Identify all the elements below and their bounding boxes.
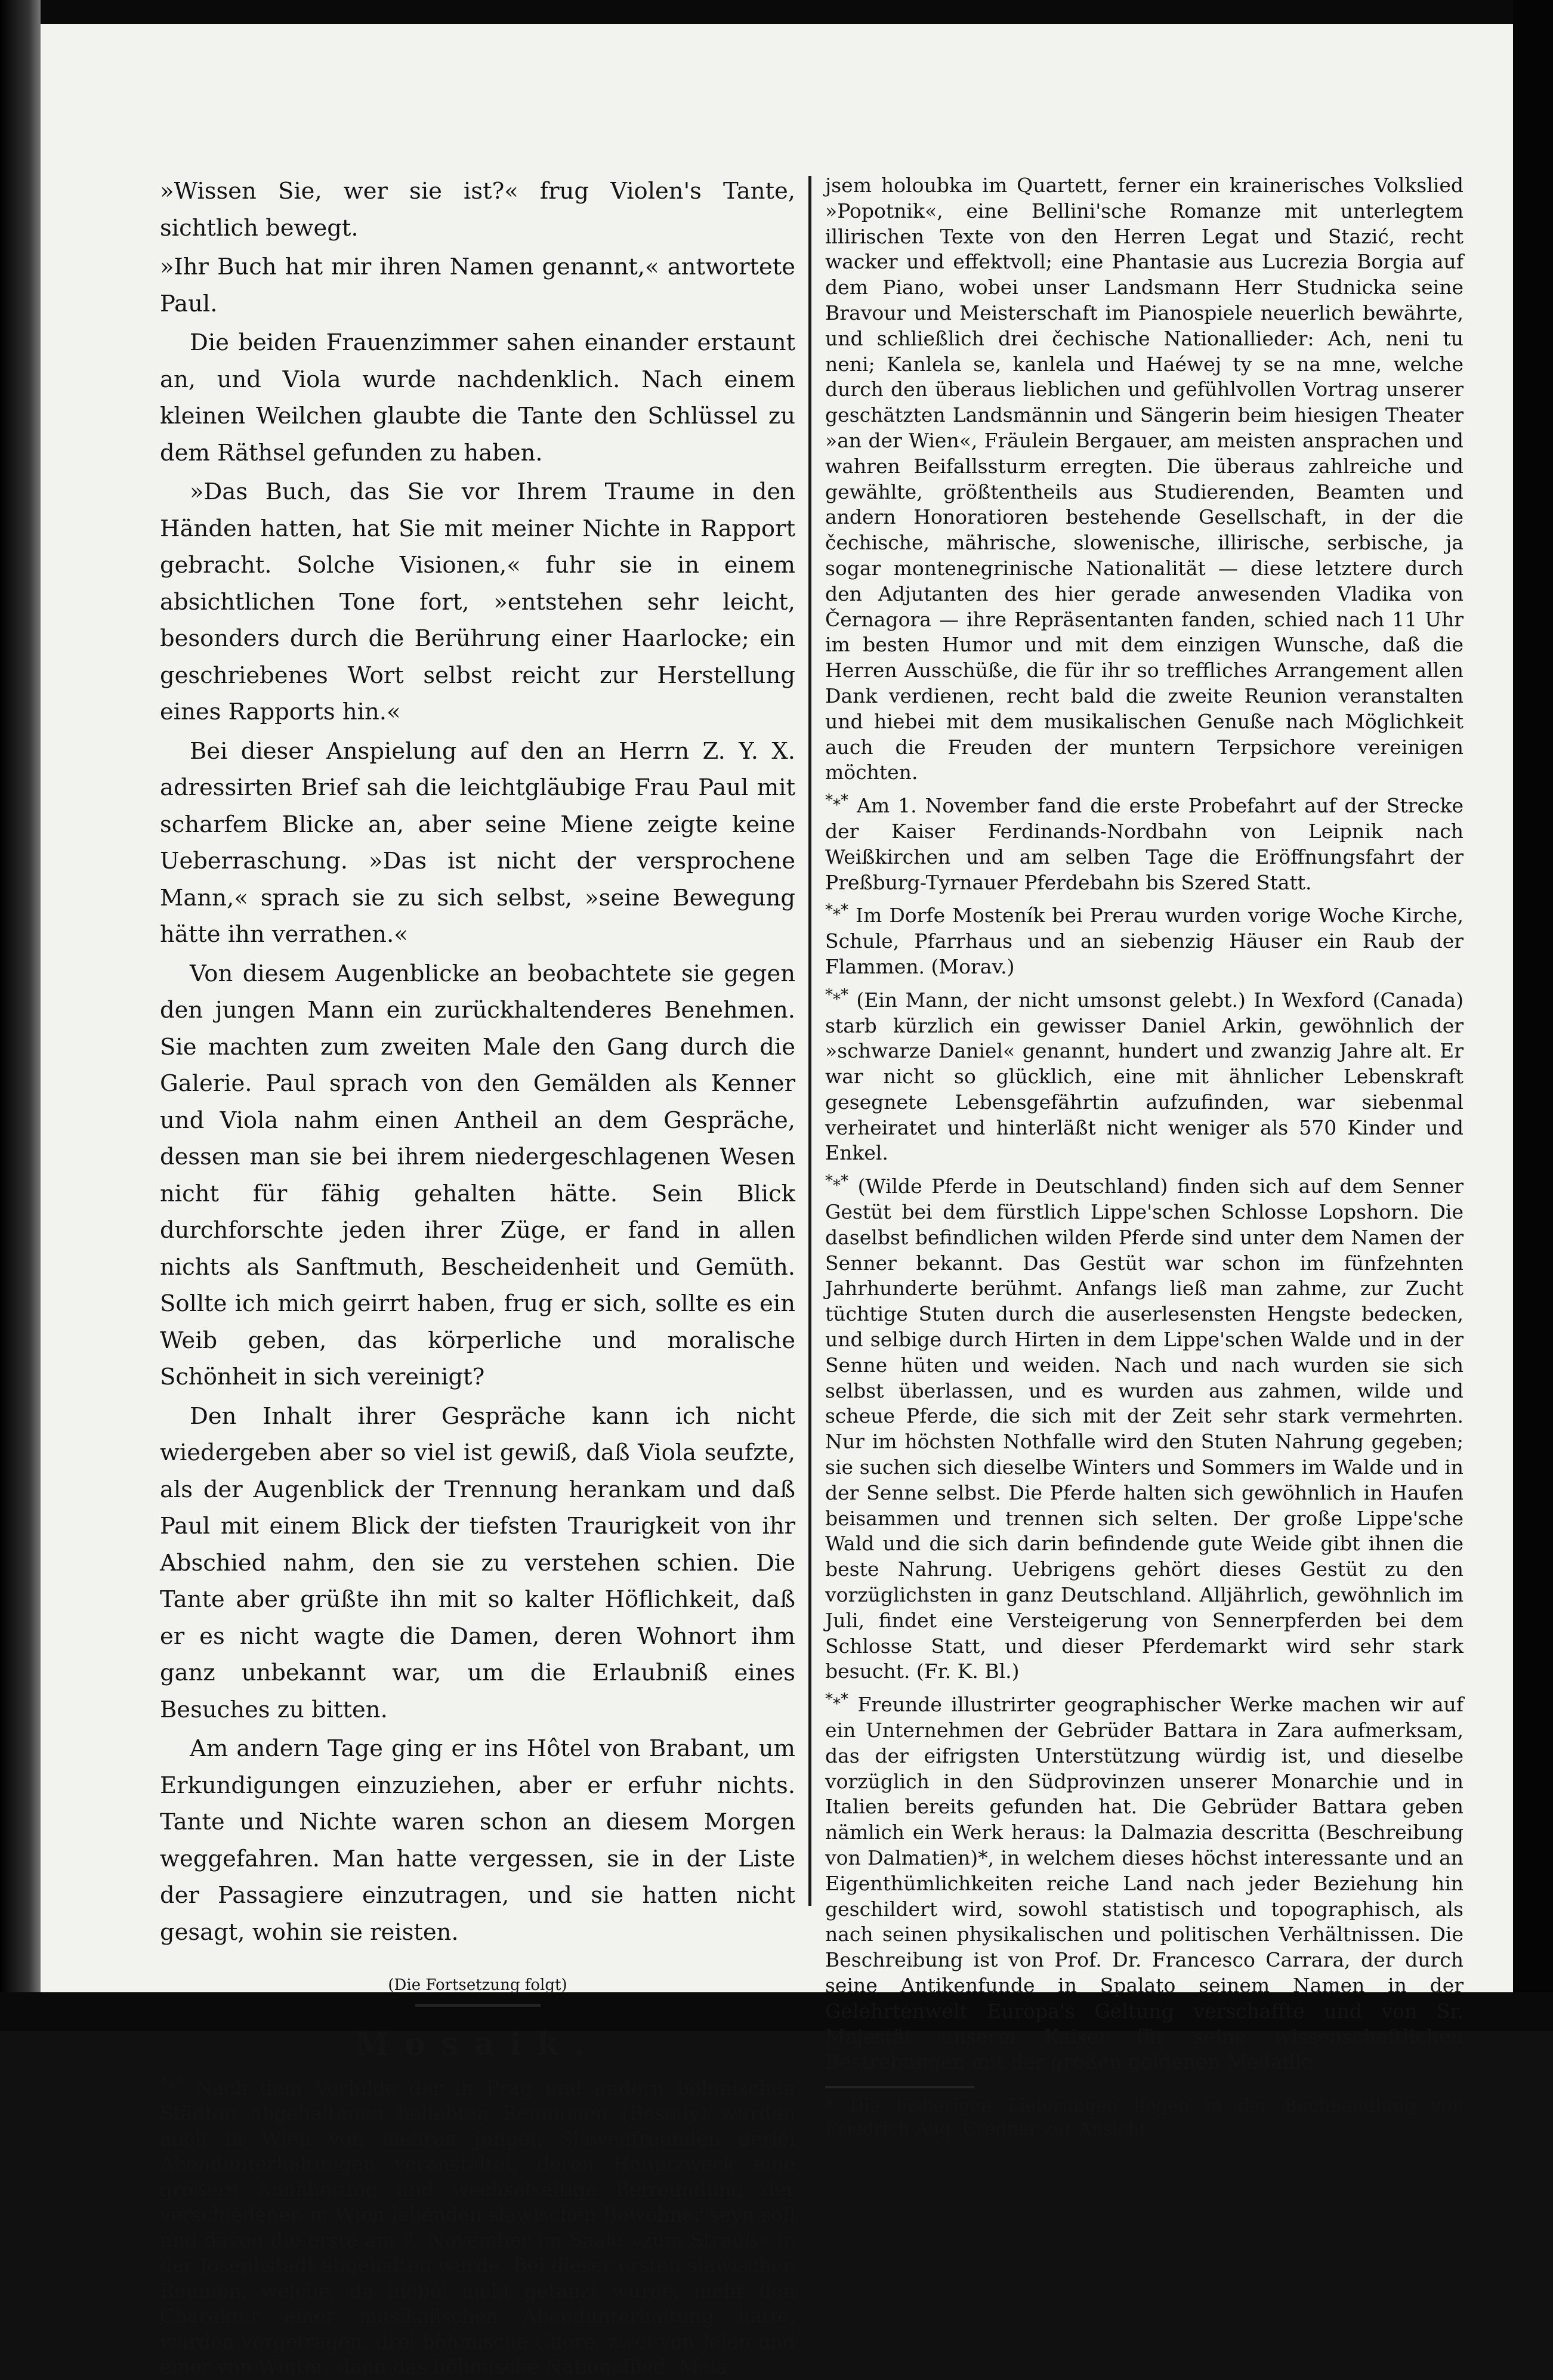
right-column <box>825 173 1464 2141</box>
story-paragraph: »Ihr Buch hat mir ihren Namen genannt,« antwortete Paul. <box>160 254 795 317</box>
news-item <box>825 788 1464 895</box>
continuation-note: (Die Fortsetzung folgt) <box>388 1976 567 1994</box>
news-paragraph: Im Dorfe Mosteník bei Prerau wurden vorige Woche Kirche, Schule, Pfarrhaus und an siebenzig Häuser ein Raub der Flammen. (Morav.) <box>825 904 1464 978</box>
news-item <box>825 898 1464 979</box>
news-paragraph: (Wilde Pferde in Deutschland) finden sich auf dem Senner Gestüt bei dem fürstlich Lippe'schen Schlosse Lopshorn. Die daselbst befindlichen wilden Pferde sind unter dem Namen der Senner bekannt. Das Gestüt war schon im fünfzehnten Jahrhunderte berühmt. Anfangs ließ man zahme, zur Zucht tüchtige Stuten durch die auserlesensten Hengste bedecken, und selbige durch Hirten in dem Lippe'schen Walde und in der Senne hüten und weiden. Nach und nach wurden sie sich selbst überlassen, und es wurden aus zahmen, wilde und scheue Pferde, die sich mit der Zeit sehr stark vermehrten. Nur im höchsten Nothfalle wird den Stuten Nahrung gegeben; sie suchen sich dieselbe Winters und Sommers im Walde und in der Senne selbst. Die Pferde halten sich gewöhnlich in Haufen beisammen und trennen sich selten. Der große Lippe'sche Wald und die sich darin befindende gute Weide gibt ihnen die beste Nahrung. Uebrigens gehört dieses Gestüt zu den vorzüglichsten in ganz Deutschland. Alljährlich, gewöhnlich im Juli, findet eine Versteigerung von Sennerpferden bei dem Schlosse Statt, und dieser Pferdemarkt wird sehr stark besucht. (Fr. K. Bl.) <box>825 1174 1464 1683</box>
news-paragraph: Am 1. November fand die erste Probefahrt auf der Strecke der Kaiser Ferdinands-Nordbahn von Leipnik nach Weißkirchen und am selben Tage die Eröffnungsfahrt der Preßburg-Tyrnauer Pferdebahn bis Szered Statt. <box>825 794 1464 894</box>
newspaper-page <box>41 24 1513 2379</box>
story-paragraph: Bei dieser Anspielung auf den an Herrn Z. Y. X. adressirten Brief sah die leichtgläubige Frau Paul mit scharfem Blicke an, aber seine Miene zeigte keine Ueberraschung. »Das ist nicht der versprochene Mann,« sprach sie zu sich selbst, »seine Bewegung hätte ihn verrathen.« <box>160 737 795 948</box>
asterism-icon: *⁎* <box>160 2074 183 2092</box>
mosaic-item <box>160 2070 795 2380</box>
footnote-divider <box>825 2086 974 2088</box>
news-item <box>825 982 1464 1167</box>
section-title: Mosaik. <box>354 2026 601 2063</box>
mosaic-paragraph: Nach dem Vorbilde der in Prag und andern böhmischen Städten abgehaltenen beliebten Reunionen (Besedy) wurden auch in Wien von mehren jungen Slawenfreunden derlei Abendunterhaltungen veranstaltet, deren Hauptzweck eine größere Annäherung und wechselseitige Befreundung der verschiedenen in Wien lebenden slawischen Bewohner seyn soll und davon die erste am 7. November im Saale »zum Strauß« in der Josephstadt abgehalten wurde. Bei dieser ersten slawischen Reunion, welche, da hiebei nicht getanzt wurde, mehr den Charakter einer musikalischen Abendunterhaltung hatte, wurden vorgetragen: drei böhmische Chöre, zwei von Jelen und einer von Winter; dann das böhmische Nationallied: Mela <box>160 2076 795 2379</box>
left-column <box>160 173 795 2380</box>
news-paragraph: (Ein Mann, der nicht umsonst gelebt.) In Wexford (Canada) starb kürzlich ein gewisser Daniel Arkin, gewöhnlich der »schwarze Daniel« genannt, hundert und zwanzig Jahre alt. Er war nicht so glücklich, eine mit ähnlicher Lebenskraft gesegnete Lebensgefährtin aufzufinden, war siebenmal verheiratet und hinterläßt nicht weniger als 570 Kinder und Enkel. <box>825 988 1464 1165</box>
story-paragraph: Am andern Tage ging er ins Hôtel von Brabant, um Erkundigungen einzuziehen, aber er erfuhr nichts. Tante und Nichte waren schon an diesem Morgen weggefahren. Man hatte vergessen, sie in der Liste der Passagiere einzutragen, und sie hatten nicht gesagt, wohin sie reisten. <box>160 1735 795 1946</box>
story-paragraph: Den Inhalt ihrer Gespräche kann ich nicht wiedergeben aber so viel ist gewiß, daß Viola seufzte, als der Augenblick der Trennung herankam und daß Paul mit einem Blick der tiefsten Traurigkeit von ihr Abschied nahm, den sie zu verstehen schien. Die Tante aber grüßte ihn mit so kalter Höflichkeit, daß er es nicht wagte die Damen, deren Wohnort ihm ganz unbekannt war, um die Erlaubniß eines Besuches zu bitten. <box>160 1402 795 1723</box>
asterism-icon: *⁎* <box>825 985 848 1004</box>
news-paragraph: jsem holoubka im Quartett, ferner ein krainerisches Volkslied »Popotnik«, eine Bellini'sche Romanze mit unterlegtem illirischen Texte von den Herren Legat und Stazić, recht wacker und effektvoll; eine Phantasie aus Lucrezia Borgia auf dem Piano, wobei unser Landsmann Herr Studnicka seine Bravour und Meisterschaft im Pianospiele neuerlich bewährte, und schließlich drei čechische Nationallieder: Ach, neni tu neni; Kanlela se, kanlela und Haéwej ty se na mne, welche durch den überaus lieblichen und gefühlvollen Vortrag unserer geschätzten Landsmännin und Sängerin beim hiesigen Theater »an der Wien«, Fräulein Bergauer, am meisten ansprachen und wahren Beifallssturm erregten. Die überaus zahlreiche und gewählte, größtentheils aus Studierenden, Beamten und andern Honoratioren bestehende Gesellschaft, in der die čechische, mährische, slowenische, illirische, serbische, ja sogar montenegrinische Nationalität — diese letztere durch den Adjutanten des hier gerade anwesenden Vladika von Černagora — ihre Repräsentanten fanden, schied nach 11 Uhr im besten Humor und mit dem einzigen Wunsche, daß die Herren Ausschüße, die für ihr so treffliches Arrangement allen Dank verdienen, recht bald die zweite Reunion veranstalten und hiebei mit dem musikalischen Genuße nach Möglichkeit auch die Freuden der muntern Terpsichore vereinigen möchten. <box>825 174 1464 784</box>
scan-left-border <box>0 0 41 2031</box>
story-paragraph: »Das Buch, das Sie vor Ihrem Traume in den Händen hatten, hat Sie mit meiner Nichte in Rapport gebracht. Solche Visionen,« fuhr sie in einem absichtlichen Tone fort, »entstehen sehr leicht, besonders durch die Berührung einer Haarlocke; ein geschriebenes Wort selbst reicht zur Herstellung eines Rapports hin.« <box>160 478 795 725</box>
scan-right-border <box>1513 0 1553 2031</box>
news-paragraph: Freunde illustrirter geographischer Werke machen wir auf ein Unternehmen der Gebrüder Battara in Zara aufmerksam, das der eifrigsten Unterstützung würdig ist, und dieselbe vorzüglich in den Südprovinzen unserer Monarchie und in Italien bereits gefunden hat. Die Gebrüder Battara geben nämlich ein Werk heraus: la Dalmazia descritta (Beschreibung von Dalmatien)*, in welchem dieses höchst interessante und an Eigenthümlichkeiten reiche Land nach jeder Beziehung hin geschildert wird, sowohl statistisch und topographisch, als nach seinen physikalischen und politischen Verhältnissen. Die Beschreibung ist von Prof. Dr. Francesco Carrara, der durch seine Antikenfunde in Spalato seinem Namen in der Gelehrtenwelt Europa's Geltung verschaffte und von Sr. Majestät unserm Kaiser für seine wissenschaftlichen Bestrebungen mit der großen goldenen Medaille <box>825 1693 1464 2074</box>
asterism-icon: *⁎* <box>825 1172 848 1191</box>
story-paragraph: »Wissen Sie, wer sie ist?« frug Violen's Tante, sichtlich bewegt. <box>160 178 795 242</box>
story-paragraph: Von diesem Augenblicke an beobachtete sie gegen den jungen Mann ein zurückhaltenderes Benehmen. Sie machten zum zweiten Male den Gang durch die Galerie. Paul sprach von den Gemälden als Kenner und Viola nahm einen Antheil an dem Gespräche, dessen man sie bei ihrem niedergeschlagenen Wesen nicht für fähig gehalten hätte. Sein Blick durchforschte jeden ihrer Züge, er fand in allen nichts als Sanftmuth, Bescheidenheit und Gemüth. Sollte ich mich geirrt haben, frug er sich, sollte es ein Weib geben, das körperliche und moralische Schönheit in sich vereinigt? <box>160 960 795 1390</box>
footnote: * Die bisherigen Lieferungen liegen in der Buchhandlung von Friedrich Aug. Credner zur Ansicht. <box>825 2095 1464 2140</box>
column-divider <box>808 176 811 1906</box>
section-divider <box>415 2004 541 2007</box>
scan-top-border <box>0 0 1553 24</box>
news-item <box>825 1687 1464 2075</box>
asterism-icon: *⁎* <box>825 1690 848 1709</box>
asterism-icon: *⁎* <box>825 901 848 920</box>
news-item <box>825 1169 1464 1684</box>
story-paragraph: Die beiden Frauenzimmer sahen einander erstaunt an, und Viola wurde nachdenklich. Nach einem kleinen Weilchen glaubte die Tante den Schlüssel zu dem Räthsel gefunden zu haben. <box>160 329 795 466</box>
asterism-icon: *⁎* <box>825 792 848 810</box>
